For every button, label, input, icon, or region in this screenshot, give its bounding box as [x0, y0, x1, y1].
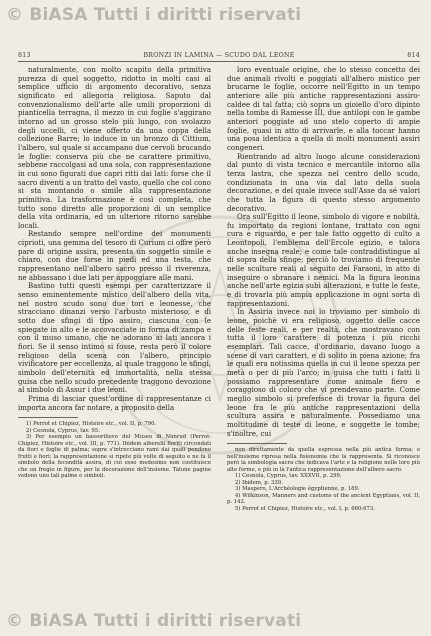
right-footnotes: [227, 447, 420, 512]
top-watermark-banner: [0, 0, 431, 30]
paragraph: Rientrando ad altro luogo alcune considerazioni dal punto di vista tecnico e mercantile intorno alla terza lastra, che spezza nel centro dello scudo, condizionata in una via dal lato della suola decorazione, e del quale invece sull'Asse da sé valori che tutta la figura di questo stesso argomento decorativo.: [227, 152, 420, 213]
right-body-text: [227, 66, 420, 438]
footnote: 2) Ibidem, p. 339.: [235, 479, 283, 486]
paragraph: Bastino tutti questi esempi per caratterizzare il senso eminentemente mistico dell'albero della vita, nel nostro scudo sono due tori e leonesse, che stracciano dinanzi verso l'arbusto misterioso, e di sotto due sfingi di tipo assiro, ciascuna con le spiegate in alto e le accovacciate in forma di zampa e con il muso umano, che ne adorano ai lati ancora i fiori. Se il senso intimo si fosse, resta però il colore religioso della scena con l'albero, principio vivificatore per eccellenza, al quale traggono le sfingi, simbolo dell'eternità ed immortalità, nella stessa guisa che nello scudo precedente traggono devozione al simbolo di Assur i due leoni.: [18, 282, 211, 395]
paragraph: In Assiria invece noi lo troviamo per simbolo di leone, poichè vi era religioso, oggetto delle cacce delle feste reali, e per realtà, che mostravano con tutta il loro carattere di potenza i più ricchi esemplari. Tali cacce, d'ordinario, davano luogo a scene di vari caratteri, e di solito in piena azione; fra le quali era notissima quella in cui il leone spezza per metà o per di più l'arco; in guisa che tutti i fatti li possiamo rappresentare come animale fiero e coraggioso di coloro che vi prendevano parte. Come meglio simbolo si preferisce di trovar la figura del leone fra le più antiche rappresentazioni della scultura assira e naturalmente. Possediamo una moltitudine di teste di leone, e soggette le tombe; s'inoltre, cui: [227, 308, 420, 438]
book-page-spread: [18, 52, 420, 600]
running-head: [18, 52, 420, 62]
paragraph: Prima di lasciar quest'ordine di rappresentanze ci importa ancora far notare, a proposito della: [18, 394, 211, 412]
left-body-text: [18, 66, 211, 412]
paragraph: Ora sull'Egitto il leone, simbolo di vigore e nobiltà, fu importato da regioni lontane, trattato con ogni cura e riguardo, e per tale fatto oggetto di culto a Leontopoli, l'emblema dell'Ercole egizio, e talora anche insegna reale; e come tale contraddistingue al di sopra della sfinge; perciò lo troviamo di frequente nelle sculture reali al seguito dei Faraoni, in atto di inseguire o sbranare i nemici. Ma la figura leonina anche nell'arte egizia subì alterazioni, e tutte le feste, e di trovarla più ampia applicazione in ogni sorta di rappresentazioni.: [227, 213, 420, 308]
footnote: 4) Wilkinson, Manners and customs of the ancient Egyptians, vol. II, p. 142.: [227, 492, 420, 506]
left-page-number: 813: [18, 52, 31, 59]
right-page-number: 814: [407, 52, 420, 59]
running-head-title: BRONZI IN LAMINA — SCUDO DAL LEONE: [143, 52, 295, 59]
left-column: [18, 66, 211, 600]
paragraph: naturalmente, con molto scapito della primitiva purezza di quel soggetto, ridotto in molti casi al semplice ufficio di argomento decorativo, senza significato ed allegoria religiosa. Saputo dal convenzionalismo dell'arte alle umili proporzioni di pianticella terragna, il mezzo in cui foglie s'aggirano intorno ad un grosso stelo più lungo, con svolazzo degli uccelli, ci viene offerto da una coppa della collezione Barre; lo induce in un bronzo di Cittium, l'albero, sul quale si accampano due cervoli brucando le foglie: conserva più che ne carattere primitivo, sebbene raccolgasi ad una sola, con rappresentazione in cui sono figurati due capri ritti dai lati: forse che il sacro diventi a un tratto del vasto, quello che col cono si sta montando o simile alla rappresentazione primitiva. La trasformazione è così completa, che tutto sono diretto alle proporzioni di un semplice della vita ordinaria, ed un ulteriore ritorno sarebbe locali.: [18, 66, 211, 230]
left-footnotes: [18, 421, 211, 480]
paragraph: Restando sempre nell'ordine dei monumenti ciprioti, una gemma del tesoro di Curium ci offre però pare di origine assira, presenta un soggetto simile e chiaro, con due forse in piedi ed una testa, che rappresentano nell'albero sacro presso il riverenza, ne abbassano i due lati per appoggiare alle mani.: [18, 230, 211, 282]
footnote: 3) Per esempio un bassorilievo del Museo di Nimrud (Perrot-Chipiez, Histoire etc., vol. III, p. 771). Ibidem alberelli fioriti circondati da fiori e foglie di palma; sopra s'intrecciano rami dai quali pendono frutti e fiori; la rappresentazione si ripete più volte di seguito e ne fa il simbolo della fecondità assira, di cui esso medesimo non costituisce che un fregio in figure, per la decorazione dell'insieme. Talune pagine vedono uno tali palme e simboli.: [18, 434, 211, 480]
footnote-rule: [18, 417, 78, 418]
footnote: 1) Perrot et Chipiez, Histoire etc., vol. II, p. 790.: [26, 421, 157, 428]
footnote: 5) Perrot et Chipiez, Histoire etc., vol. I, p. 660-673.: [235, 505, 375, 512]
text-columns: [18, 66, 420, 600]
footnote: non direttamente da quella espressa nella più antica forma; e nell'insieme ripresa nella fisionomia che la rappresenta. Si riconosce però la simbologia sacra che indicava l'arte e la religione nelle loro più alte forme, e più in là l'antica rappresentazione dell'albero sacro.: [227, 447, 420, 473]
footnote: 2) Cesnola, Cyprus, tav. 95.: [26, 427, 100, 434]
paragraph: loro eventuale origine, che lo stesso concetto dei due animali rivolti e poggiati all'albero mistico per brucarne le foglie, occorre nell'Egitto in un tempo anteriore alle più antiche rappresentazioni assiro-caldee di tal fatta; ciò sopra un gioiello d'oro dipinto nella tomba di Ramesse III, due antilopi con le gambe anteriori poggiate ad uno stelo coperto di ampie foglie, quasi in atto di arrivarle, e alla toccar hanno una posa identica a quella di molti monumenti assiri congeneri.: [227, 66, 420, 152]
banner-text: © BiASA Tutti i diritti riservati: [6, 611, 302, 631]
footnote: 3) Maspero, L'Archéologie égyptienne, p. 189.: [235, 486, 360, 493]
footnote-rule: [227, 443, 287, 444]
banner-text: © BiASA Tutti i diritti riservati: [6, 5, 302, 25]
bottom-watermark-banner: [0, 606, 431, 636]
right-column: [227, 66, 420, 600]
footnote: 1) Cesnola, Cyprus, tav. XXXVII, p. 299.: [235, 473, 342, 480]
